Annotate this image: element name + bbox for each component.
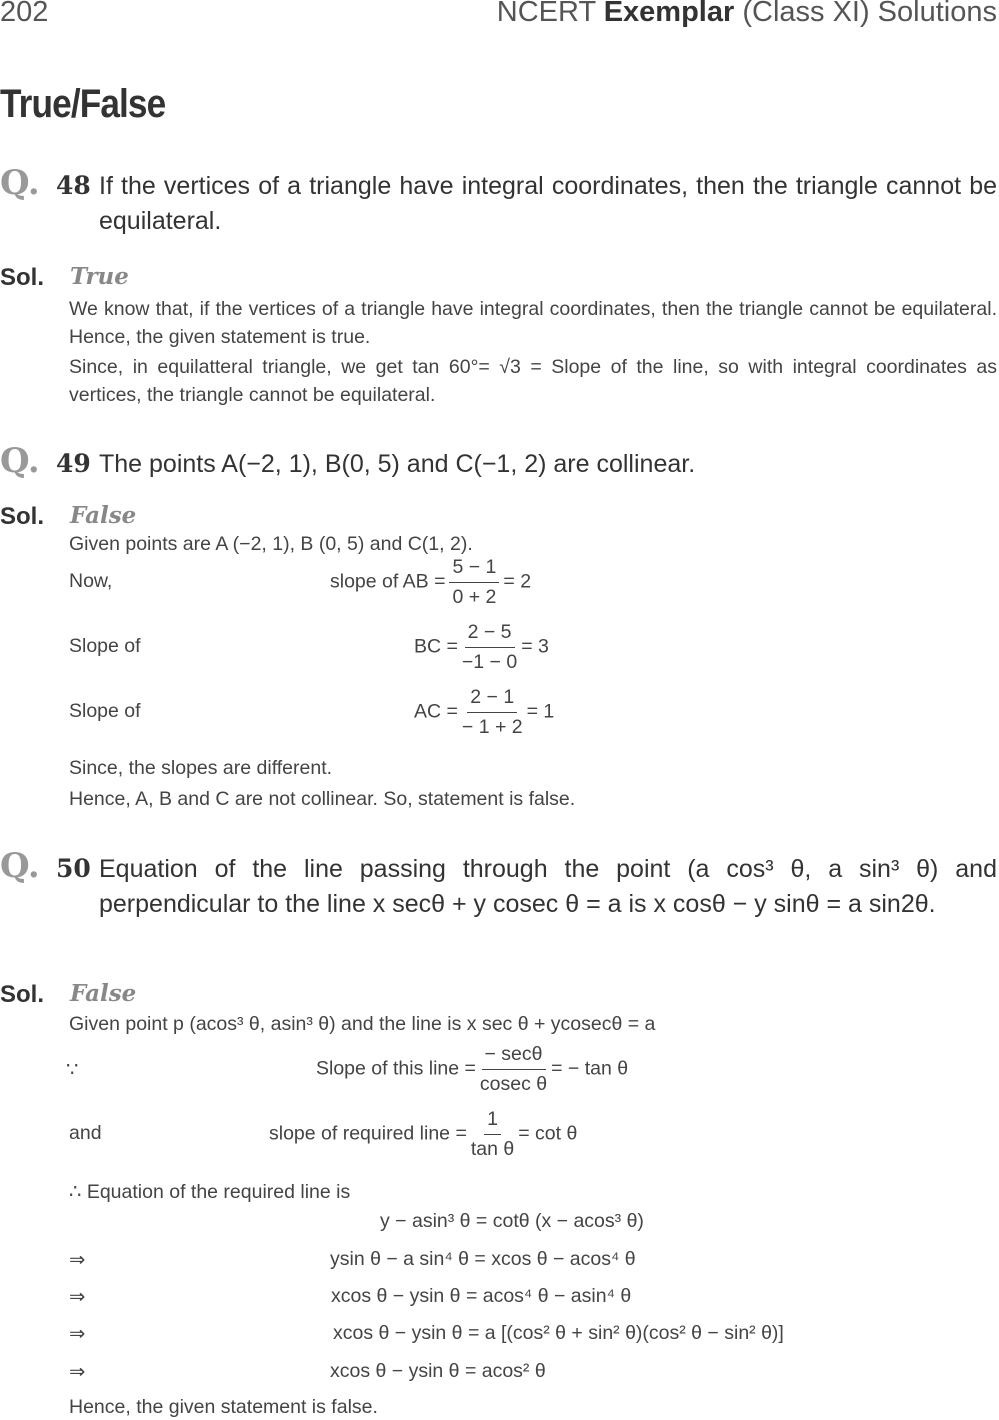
because-symbol: ∵ xyxy=(66,1059,79,1081)
slope-rhs: = 2 xyxy=(503,570,532,593)
question-number: 48 xyxy=(56,171,91,200)
slope-rhs: = 3 xyxy=(521,635,549,658)
question-number: 49 xyxy=(56,449,91,478)
given-point: Given point p (acos³ θ, asin³ θ) and the line is x sec θ + ycosecθ = a xyxy=(69,1013,656,1035)
and-label: and xyxy=(69,1122,102,1144)
conclusion-line: Hence, A, B and C are not collinear. So, statement is false. xyxy=(69,788,576,810)
implies-symbol: ⇒ xyxy=(69,1286,86,1308)
question-text: The points A(−2, 1), B(0, 5) and C(−1, 2) are collinear. xyxy=(99,450,696,478)
denominator: cosec θ xyxy=(479,1073,548,1095)
book-prefix: NCERT xyxy=(496,0,596,28)
denominator: tan θ xyxy=(470,1138,515,1160)
equation: ysin θ − a sin⁴ θ = xcos θ − acos⁴ θ xyxy=(330,1248,636,1270)
question-text: If the vertices of a triangle have integral coordinates, then the triangle cannot be equilateral. xyxy=(99,172,997,235)
question-mark: Q. xyxy=(0,163,40,203)
running-header xyxy=(497,0,997,29)
numerator: − secθ xyxy=(482,1043,546,1070)
slope-lhs: BC = xyxy=(414,635,458,658)
numerator: 1 xyxy=(484,1108,501,1135)
book-bold: Exemplar xyxy=(603,0,735,28)
question-number: 50 xyxy=(56,854,91,883)
slope-lhs: slope of required line = xyxy=(269,1122,467,1145)
slope-rhs: = − tan θ xyxy=(551,1057,629,1080)
slope-rhs: = 1 xyxy=(526,700,555,723)
section-title: True/False xyxy=(0,82,166,126)
fraction xyxy=(462,686,523,739)
numerator: 2 − 1 xyxy=(467,686,517,713)
equation: y − asin³ θ = cotθ (x − acos³ θ) xyxy=(380,1210,644,1232)
equation: xcos θ − ysin θ = a [(cos² θ + sin² θ)(cos² θ − sin² θ)] xyxy=(333,1322,784,1344)
slope-ac xyxy=(414,686,554,739)
step-label: Now, xyxy=(69,570,113,592)
sol-label: Sol. xyxy=(0,503,45,530)
fraction xyxy=(471,1108,514,1161)
slope-lhs: slope of AB = xyxy=(330,570,446,593)
question-mark: Q. xyxy=(0,441,40,481)
sol-verdict: False xyxy=(70,980,137,1007)
equation: xcos θ − ysin θ = acos² θ xyxy=(330,1360,546,1382)
fraction xyxy=(449,556,499,609)
sol-paragraph: Since, in equilatteral triangle, we get tan 60°= √3 = Slope of the line, so with integral coordinates as vertices, the triangle cannot be equilateral. xyxy=(69,356,997,406)
fraction xyxy=(480,1043,547,1096)
page-number: 202 xyxy=(0,0,49,28)
step-label: Slope of xyxy=(69,635,141,657)
question-mark: Q. xyxy=(0,846,40,886)
slope-given-line xyxy=(316,1043,628,1096)
implies-symbol: ⇒ xyxy=(69,1323,86,1345)
denominator: 0 + 2 xyxy=(452,586,497,608)
step-label: Slope of xyxy=(69,700,141,722)
slope-lhs: AC = xyxy=(414,700,458,723)
fraction xyxy=(462,621,517,674)
sol-paragraph: We know that, if the vertices of a triangle have integral coordinates, then the triangle cannot be equilateral. Hence, the given statement is true. xyxy=(69,298,997,348)
sol-label: Sol. xyxy=(0,264,45,291)
sol-verdict: False xyxy=(70,502,137,529)
slope-rhs: = cot θ xyxy=(518,1122,578,1145)
implies-symbol: ⇒ xyxy=(69,1361,86,1383)
slope-required-line xyxy=(269,1108,577,1161)
conclusion-line: Since, the slopes are different. xyxy=(69,757,333,779)
slope-lhs: Slope of this line = xyxy=(316,1057,476,1080)
implies-symbol: ⇒ xyxy=(69,1249,86,1271)
book-suffix: (Class XI) Solutions xyxy=(742,0,997,28)
slope-ab xyxy=(330,556,531,609)
denominator: −1 − 0 xyxy=(461,651,518,673)
sol-label: Sol. xyxy=(0,981,45,1008)
denominator: − 1 + 2 xyxy=(461,716,523,738)
equation: xcos θ − ysin θ = acos⁴ θ − asin⁴ θ xyxy=(331,1285,632,1307)
therefore-line: ∴ Equation of the required line is xyxy=(69,1181,351,1203)
numerator: 5 − 1 xyxy=(449,556,499,583)
slope-bc xyxy=(414,621,549,674)
numerator: 2 − 5 xyxy=(465,621,515,648)
question-text: Equation of the line passing through the point (a cos³ θ, a sin³ θ) and perpendicular to the line x secθ + y cosec θ = a is x cosθ − y sinθ = a sin2θ. xyxy=(99,855,997,918)
sol-verdict: True xyxy=(70,263,129,290)
given-points: Given points are A (−2, 1), B (0, 5) and C(1, 2). xyxy=(69,533,473,555)
final-statement: Hence, the given statement is false. xyxy=(69,1396,378,1418)
